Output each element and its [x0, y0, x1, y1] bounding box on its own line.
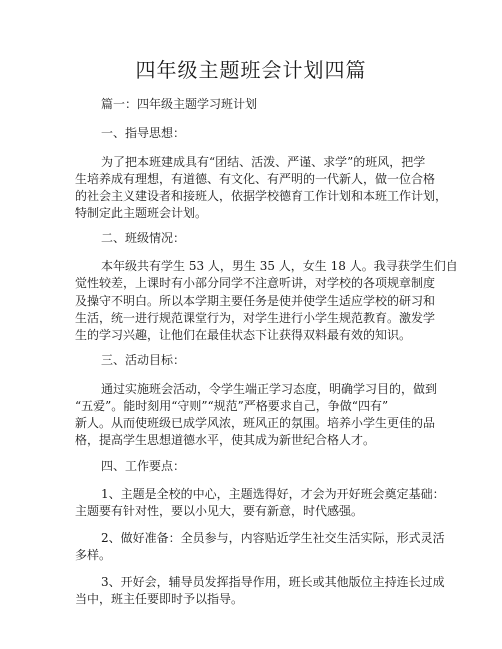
- section-heading: 二、班级情况：: [101, 231, 186, 245]
- paragraph-line: 2、做好准备：全员参与，内容贴近学生社交生活实际，形式灵活: [101, 531, 445, 545]
- paragraph-line: 生培养成有理想，有道德、有文化、有严明的一代新人，做一位合格: [75, 172, 436, 186]
- section-heading: 一、指导思想：: [101, 126, 186, 140]
- paragraph-line: 为了把本班建成具有“团结、活泼、严谨、求学”的班风，把学: [101, 155, 426, 169]
- section-heading: 四、工作要点：: [101, 459, 186, 473]
- section-heading: 三、活动目标：: [101, 353, 186, 367]
- paragraph-line: 生活，统一进行规范课堂行为，对学生进行小学生规范教育。激发学: [75, 311, 436, 325]
- paragraph-line: 格，提高学生思想道德水平，使其成为新世纪合格人才。: [75, 433, 376, 447]
- paragraph-line: 3、开好会，辅导员发挥指导作用，班长或其他版位主持连长过成: [101, 575, 445, 589]
- paragraph-line: 1、主题是全校的中心，主题选得好，才会为开好班会奠定基础：: [101, 487, 445, 501]
- paragraph-line: 觉性较差，上课时有小部分同学不注意听讲，对学校的各项规章制度: [75, 276, 436, 290]
- document-title: 四年级主题班会计划四篇: [135, 58, 367, 82]
- paragraph-line: 及操守不明白。所以本学期主要任务是使并使学生适应学校的研习和: [75, 294, 436, 308]
- section-title: 篇一：四年级主题学习班计划: [101, 97, 258, 111]
- paragraph-line: 新人。从而使班级已成学风浓，班风正的氛围。培养小学生更佳的品: [75, 416, 436, 430]
- paragraph-line: 多样。: [75, 548, 112, 562]
- paragraph-line: 生的学习兴趣，让他们在最佳状态下让获得双料最有效的知识。: [75, 328, 412, 342]
- paragraph-line: 当中，班主任要即时予以指导。: [75, 592, 244, 606]
- paragraph-line: “五爱”。能时刻用“守则”“规范”严格要求自己，争做“四有”: [75, 399, 389, 413]
- paragraph-line: 通过实施班会活动，令学生端正学习态度，明确学习目的，做到: [101, 382, 438, 396]
- paragraph-line: 的社会主义建设者和接班人，依据学校德育工作计划和本班工作计划，: [75, 189, 448, 203]
- paragraph-line: 特制定此主题班会计划。: [75, 206, 208, 220]
- paragraph-line: 主题要有针对性，要以小见大，要有新意，时代感强。: [75, 504, 364, 518]
- paragraph-line: 本年级共有学生 53 人，男生 35 人，女生 18 人。我寻获学生们自: [101, 259, 458, 273]
